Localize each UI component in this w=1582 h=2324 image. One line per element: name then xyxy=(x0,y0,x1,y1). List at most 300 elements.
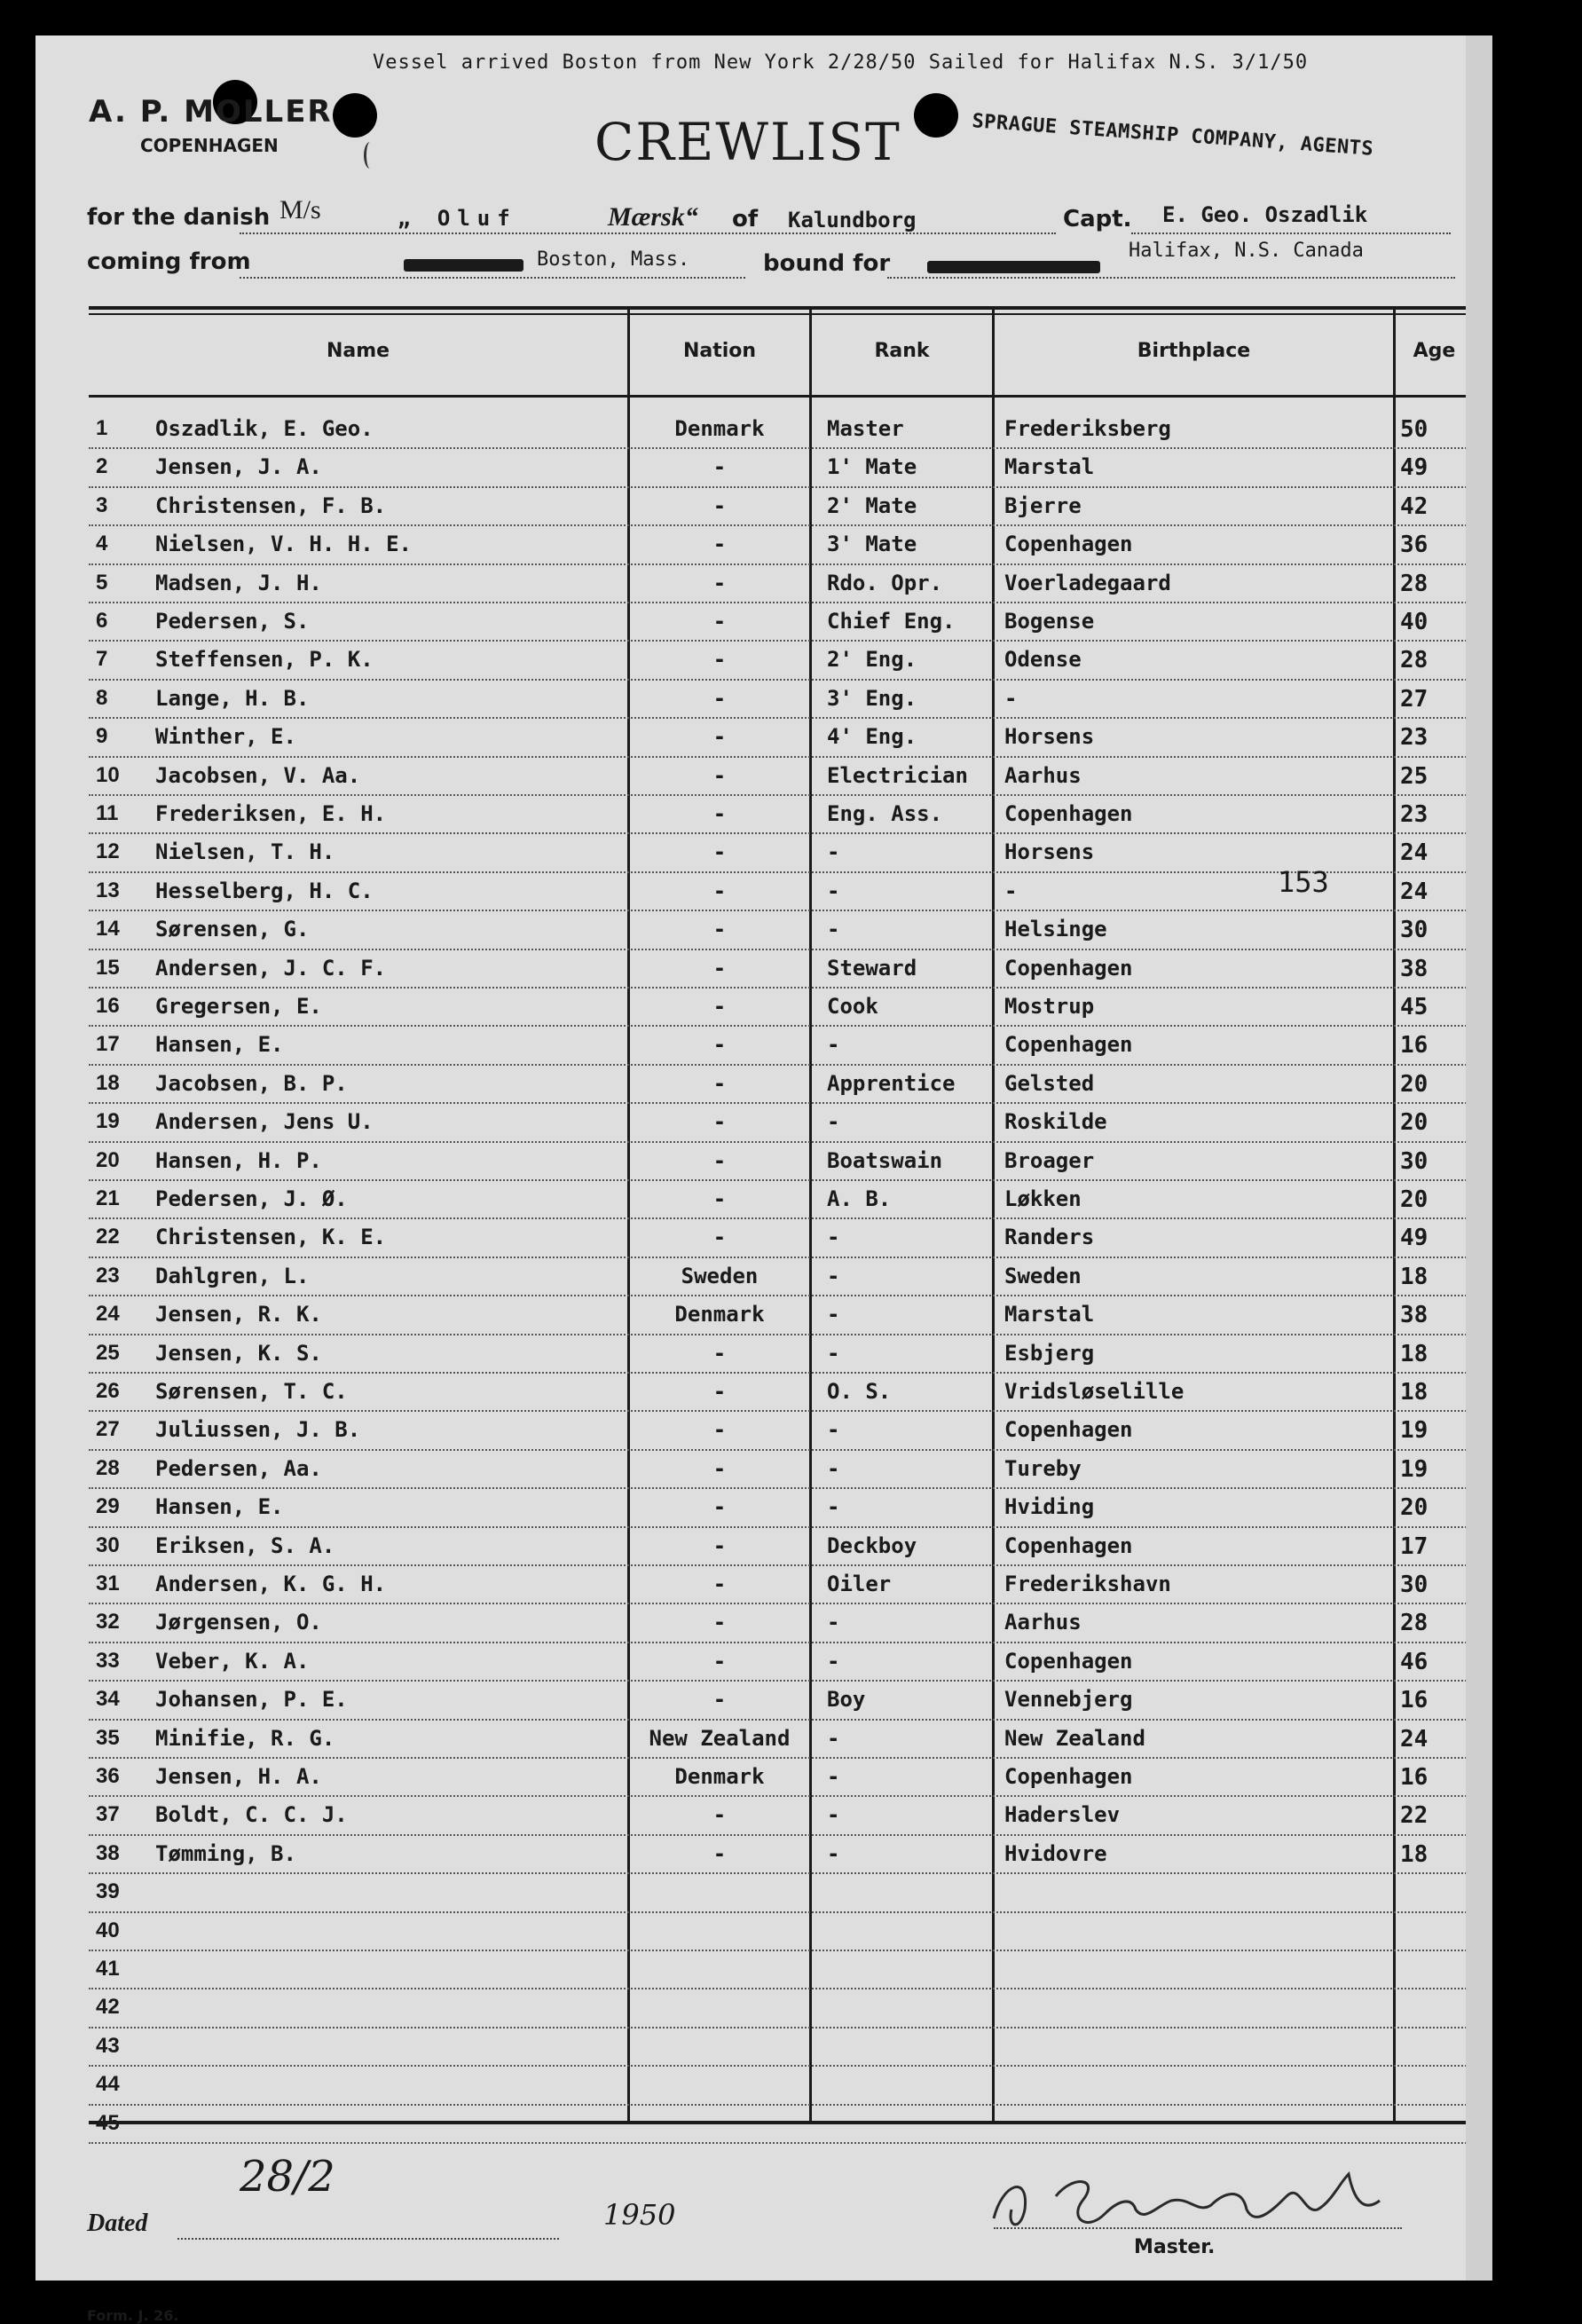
cell-name: Oszadlik, E. Geo. xyxy=(155,416,374,441)
table-row xyxy=(89,488,1473,526)
cell-rank: - xyxy=(827,839,840,865)
cell-no: 2 xyxy=(96,454,108,479)
page-edge xyxy=(1466,35,1492,2281)
table-row xyxy=(89,1721,1473,1759)
cell-nation: Denmark xyxy=(674,416,765,441)
cell-nation: - xyxy=(712,1610,727,1635)
table-row xyxy=(89,1066,1473,1104)
vessel-label: for the danish xyxy=(87,204,271,231)
cell-no: 37 xyxy=(96,1802,120,1827)
pen-mark xyxy=(364,142,376,169)
cell-nation: - xyxy=(712,609,727,634)
captain-signature xyxy=(976,2147,1384,2245)
cell-name: Jørgensen, O. xyxy=(155,1610,322,1635)
table-row xyxy=(89,603,1473,642)
table-row xyxy=(89,719,1473,757)
cell-nation: - xyxy=(712,685,727,711)
cell-no: 21 xyxy=(96,1186,120,1210)
table-top-rule-thin xyxy=(89,313,1473,315)
cell-birthplace: Vridsløselille xyxy=(1004,1379,1185,1404)
cell-birthplace: Vennebjerg xyxy=(1004,1687,1133,1713)
cell-rank: Rdo. Opr. xyxy=(827,570,943,595)
cell-no: 25 xyxy=(96,1340,120,1365)
table-row xyxy=(89,2106,1473,2144)
cell-nation: - xyxy=(712,492,727,518)
cell-name: Pedersen, S. xyxy=(155,609,310,634)
cell-rank: - xyxy=(827,1032,840,1058)
cell-name: Christensen, F. B. xyxy=(155,492,387,518)
capt-label: Capt. xyxy=(1063,206,1132,232)
captain-name: E. Geo. Oszadlik xyxy=(1162,202,1368,227)
cell-no: 27 xyxy=(96,1417,120,1442)
cell-no: 31 xyxy=(96,1572,120,1595)
cell-age: 16 xyxy=(1400,1032,1429,1060)
cell-no: 35 xyxy=(96,1725,120,1750)
cell-rank: 2' Mate xyxy=(827,492,917,518)
cell-no: 8 xyxy=(96,685,108,710)
table-row xyxy=(89,642,1473,680)
cell-nation: - xyxy=(712,1186,727,1211)
cell-name: Andersen, Jens U. xyxy=(155,1109,374,1135)
cell-age: 19 xyxy=(1400,1455,1429,1483)
cell-rank: - xyxy=(827,1263,840,1288)
cell-no: 30 xyxy=(96,1532,120,1557)
cell-age: 23 xyxy=(1400,801,1429,828)
cell-no: 34 xyxy=(96,1687,120,1712)
cell-no: 13 xyxy=(96,878,120,902)
cell-nation: - xyxy=(712,1840,727,1866)
cell-no: 41 xyxy=(96,1957,120,1981)
cell-age: 17 xyxy=(1400,1532,1429,1560)
table-row xyxy=(89,1759,1473,1797)
cell-nation: - xyxy=(712,917,727,942)
cell-age: 46 xyxy=(1400,1648,1429,1675)
cell-nation: - xyxy=(712,1379,727,1404)
table-row xyxy=(89,873,1473,911)
cell-rank: - xyxy=(827,1840,840,1866)
cell-name: Boldt, C. C. J. xyxy=(155,1802,348,1828)
cell-no: 10 xyxy=(96,762,120,787)
cell-rank: 2' Eng. xyxy=(827,647,917,673)
coming-from-label: coming from xyxy=(87,248,251,275)
cell-birthplace: Copenhagen xyxy=(1004,1417,1133,1443)
cell-no: 11 xyxy=(96,801,119,825)
cell-rank: Electrician xyxy=(827,762,968,788)
table-row xyxy=(89,681,1473,719)
cell-birthplace: Gelsted xyxy=(1004,1070,1095,1096)
cell-rank: - xyxy=(827,1610,840,1635)
cell-name: Winther, E. xyxy=(155,724,296,750)
cell-nation: - xyxy=(712,1494,727,1520)
cell-name: Jensen, H. A. xyxy=(155,1764,322,1789)
cell-birthplace: Broager xyxy=(1004,1147,1095,1173)
cell-nation: - xyxy=(712,801,727,826)
cell-no: 14 xyxy=(96,917,120,941)
captain-underline xyxy=(1131,232,1451,234)
cell-age: 49 xyxy=(1400,454,1429,482)
cell-nation: Sweden xyxy=(681,1263,759,1288)
cell-age: 28 xyxy=(1400,1610,1429,1637)
cell-no: 39 xyxy=(96,1879,120,1904)
cell-birthplace: Voerladegaard xyxy=(1004,570,1171,595)
table-row xyxy=(89,2029,1473,2067)
table-row xyxy=(89,411,1473,449)
column-header-nation: Nation xyxy=(682,340,757,362)
column-header-rank: Rank xyxy=(874,340,930,362)
cell-age: 38 xyxy=(1400,1302,1429,1329)
cell-nation: - xyxy=(712,994,727,1019)
cell-name: Johansen, P. E. xyxy=(155,1687,348,1713)
table-row xyxy=(89,1489,1473,1527)
cell-birthplace: Aarhus xyxy=(1004,762,1082,788)
cell-birthplace: Bjerre xyxy=(1004,492,1082,518)
cell-age: 25 xyxy=(1400,762,1429,790)
cell-name: Jensen, J. A. xyxy=(155,454,322,480)
cell-no: 6 xyxy=(96,609,108,633)
cell-age: 30 xyxy=(1400,917,1429,944)
cell-age: 42 xyxy=(1400,492,1429,520)
cell-birthplace: Copenhagen xyxy=(1004,1032,1133,1058)
cell-name: Tømming, B. xyxy=(155,1840,296,1866)
cell-rank: - xyxy=(827,917,840,942)
cell-rank: - xyxy=(827,1225,840,1250)
arrival-stamp: Vessel arrived Boston from New York 2/28/50 Sailed for Halifax N.S. 3/1/50 xyxy=(373,51,1309,74)
table-row xyxy=(89,1258,1473,1296)
header-bottom-rule xyxy=(89,395,1473,398)
table-row xyxy=(89,1412,1473,1450)
cell-name: Pedersen, Aa. xyxy=(155,1455,322,1481)
cell-rank: 1' Mate xyxy=(827,454,917,480)
cell-nation: Denmark xyxy=(674,1302,765,1327)
column-header-name: Name xyxy=(326,340,390,362)
cell-age: 18 xyxy=(1400,1840,1429,1868)
vessel-name: „ Oluf xyxy=(397,206,517,231)
cell-age: 18 xyxy=(1400,1379,1429,1406)
cell-age: 28 xyxy=(1400,647,1429,674)
cell-age: 49 xyxy=(1400,1225,1429,1252)
cell-no: 5 xyxy=(96,570,108,595)
cell-age: 24 xyxy=(1400,878,1429,905)
cell-nation: - xyxy=(712,1532,727,1558)
cell-rank: A. B. xyxy=(827,1186,892,1211)
cell-name: Madsen, J. H. xyxy=(155,570,322,595)
cell-birthplace: Tureby xyxy=(1004,1455,1082,1481)
cell-no: 42 xyxy=(96,1995,120,2020)
cell-name: Nielsen, T. H. xyxy=(155,839,335,865)
cell-name: Frederiksen, E. H. xyxy=(155,801,387,826)
company-city: COPENHAGEN xyxy=(140,135,279,156)
cell-nation: - xyxy=(712,1687,727,1713)
cell-no: 33 xyxy=(96,1648,120,1673)
column-header-birthplace: Birthplace xyxy=(1137,340,1251,362)
cell-name: Hesselberg, H. C. xyxy=(155,878,374,903)
cell-rank: Eng. Ass. xyxy=(827,801,943,826)
cell-age: 22 xyxy=(1400,1802,1429,1830)
bound-for-underline xyxy=(887,277,1455,279)
signature-underline xyxy=(994,2227,1402,2229)
cell-birthplace: Sweden xyxy=(1004,1263,1082,1288)
cell-name: Hansen, E. xyxy=(155,1032,284,1058)
cell-age: 20 xyxy=(1400,1070,1429,1098)
cell-no: 4 xyxy=(96,532,108,556)
cell-name: Steffensen, P. K. xyxy=(155,647,374,673)
table-row xyxy=(89,1874,1473,1912)
cell-name: Andersen, K. G. H. xyxy=(155,1572,387,1596)
cell-age: 24 xyxy=(1400,839,1429,867)
punch-hole-center-left xyxy=(333,93,377,138)
cell-rank: - xyxy=(827,878,840,903)
cell-name: Juliussen, J. B. xyxy=(155,1417,361,1443)
cell-nation: New Zealand xyxy=(649,1725,791,1751)
cell-nation: - xyxy=(712,955,727,981)
cell-age: 20 xyxy=(1400,1186,1429,1213)
cell-no: 22 xyxy=(96,1225,120,1249)
table-row xyxy=(89,1836,1473,1874)
cell-no: 17 xyxy=(96,1032,120,1057)
cell-nation: - xyxy=(712,1572,727,1596)
cell-no: 45 xyxy=(96,2110,120,2135)
cell-no: 28 xyxy=(96,1455,120,1480)
table-row xyxy=(89,1682,1473,1720)
row-rule xyxy=(89,2142,1473,2144)
cell-age: 40 xyxy=(1400,609,1429,635)
cell-name: Jacobsen, V. Aa. xyxy=(155,762,361,788)
cell-birthplace: Frederiksberg xyxy=(1004,416,1171,441)
table-row xyxy=(89,1451,1473,1489)
cell-birthplace: Løkken xyxy=(1004,1186,1082,1211)
cell-birthplace: Randers xyxy=(1004,1225,1095,1250)
bound-for-value: Halifax, N.S. Canada xyxy=(1129,240,1364,262)
cell-rank: - xyxy=(827,1802,840,1828)
cell-no: 23 xyxy=(96,1263,120,1288)
cell-no: 40 xyxy=(96,1918,120,1942)
cell-rank: O. S. xyxy=(827,1379,892,1404)
cell-birthplace: New Zealand xyxy=(1004,1725,1145,1751)
cell-no: 12 xyxy=(96,839,120,864)
cell-rank: Chief Eng. xyxy=(827,609,956,634)
vessel-underline xyxy=(240,232,1056,234)
cell-rank: 3' Eng. xyxy=(827,685,917,711)
cell-nation: - xyxy=(712,1417,727,1443)
cell-nation: - xyxy=(712,1455,727,1481)
cell-name: Jensen, K. S. xyxy=(155,1340,322,1366)
cell-no: 26 xyxy=(96,1379,120,1403)
cell-nation: Denmark xyxy=(674,1764,765,1789)
table-row xyxy=(89,1027,1473,1065)
cell-age: 50 xyxy=(1400,416,1429,443)
cell-name: Lange, H. B. xyxy=(155,685,310,711)
cell-name: Christensen, K. E. xyxy=(155,1225,387,1250)
cell-birthplace: Helsinge xyxy=(1004,917,1107,942)
cell-birthplace: Hviding xyxy=(1004,1494,1095,1520)
cell-name: Hansen, H. P. xyxy=(155,1147,322,1173)
table-row xyxy=(89,950,1473,989)
vessel-prefix: M/s xyxy=(279,195,321,225)
table-row xyxy=(89,565,1473,603)
table-row xyxy=(89,1528,1473,1566)
cell-age: 23 xyxy=(1400,724,1429,752)
coming-from-value: Boston, Mass. xyxy=(537,248,690,271)
cell-age: 24 xyxy=(1400,1725,1429,1753)
table-row xyxy=(89,1143,1473,1181)
cell-nation: - xyxy=(712,878,727,903)
cell-birthplace: Horsens xyxy=(1004,839,1095,865)
cell-birthplace: Copenhagen xyxy=(1004,801,1133,826)
table-row xyxy=(89,796,1473,834)
cell-no: 32 xyxy=(96,1610,120,1635)
cell-rank: - xyxy=(827,1648,840,1674)
cell-name: Gregersen, E. xyxy=(155,994,322,1019)
cell-age: 18 xyxy=(1400,1340,1429,1367)
cell-name: Dahlgren, L. xyxy=(155,1263,310,1288)
cell-age: 27 xyxy=(1400,685,1429,713)
cell-no: 1 xyxy=(96,416,108,440)
cell-age: 20 xyxy=(1400,1109,1429,1137)
struck-out-text xyxy=(404,259,523,272)
table-row xyxy=(89,1989,1473,2028)
agent-stamp: SPRAGUE STEAMSHIP COMPANY, AGENTS xyxy=(971,110,1374,161)
table-row xyxy=(89,1219,1473,1257)
cell-nation: - xyxy=(712,570,727,595)
table-row xyxy=(89,1797,1473,1835)
table-row xyxy=(89,1951,1473,1989)
cell-no: 19 xyxy=(96,1109,120,1134)
table-row xyxy=(89,1604,1473,1643)
cell-no: 16 xyxy=(96,994,120,1018)
cell-birthplace: Bogense xyxy=(1004,609,1095,634)
table-row xyxy=(89,989,1473,1027)
master-label: Master. xyxy=(1134,2236,1216,2258)
column-header-age: Age xyxy=(1413,340,1456,362)
cell-rank: 3' Mate xyxy=(827,532,917,557)
cell-rank: Apprentice xyxy=(827,1070,956,1096)
cell-nation: - xyxy=(712,1109,727,1135)
cell-birthplace: Copenhagen xyxy=(1004,532,1133,557)
cell-birthplace: - xyxy=(1004,685,1018,711)
dated-label: Dated xyxy=(87,2210,148,2237)
cell-nation: - xyxy=(712,1225,727,1250)
cell-no: 24 xyxy=(96,1302,120,1327)
cell-birthplace: Haderslev xyxy=(1004,1802,1121,1828)
cell-nation: - xyxy=(712,647,727,673)
date-underline xyxy=(177,2238,559,2240)
cell-nation: - xyxy=(712,1648,727,1674)
table-row xyxy=(89,758,1473,796)
cell-rank: - xyxy=(827,1455,840,1481)
cell-birthplace: Roskilde xyxy=(1004,1109,1107,1135)
cell-birthplace: Copenhagen xyxy=(1004,1764,1133,1789)
cell-no: 36 xyxy=(96,1764,120,1788)
cell-rank: Boy xyxy=(827,1687,866,1713)
cell-rank: 4' Eng. xyxy=(827,724,917,750)
table-row xyxy=(89,1566,1473,1604)
cell-no: 7 xyxy=(96,647,108,672)
crewlist-document xyxy=(35,35,1466,2324)
cell-birthplace: Frederikshavn xyxy=(1004,1572,1171,1596)
cell-birthplace: Hvidovre xyxy=(1004,1840,1107,1866)
cell-age: 16 xyxy=(1400,1764,1429,1791)
table-row xyxy=(89,1643,1473,1682)
margin-annotation: 153 xyxy=(1278,865,1329,899)
table-row xyxy=(89,1374,1473,1412)
cell-name: Sørensen, G. xyxy=(155,917,310,942)
home-port: Kalundborg xyxy=(788,208,917,232)
cell-rank: - xyxy=(827,1109,840,1135)
cell-nation: - xyxy=(712,1147,727,1173)
cell-no: 15 xyxy=(96,955,120,980)
cell-rank: Steward xyxy=(827,955,917,981)
table-row xyxy=(89,1181,1473,1219)
bound-for-label: bound for xyxy=(763,250,891,277)
cell-name: Minifie, R. G. xyxy=(155,1725,335,1751)
cell-nation: - xyxy=(712,454,727,480)
cell-birthplace: Copenhagen xyxy=(1004,1532,1133,1558)
cell-no: 44 xyxy=(96,2072,120,2097)
cell-name: Nielsen, V. H. H. E. xyxy=(155,532,412,557)
cell-age: 30 xyxy=(1400,1147,1429,1175)
cell-rank: - xyxy=(827,1725,840,1751)
cell-no: 38 xyxy=(96,1840,120,1865)
struck-out-text xyxy=(927,261,1100,273)
cell-age: 20 xyxy=(1400,1494,1429,1522)
cell-rank: - xyxy=(827,1494,840,1520)
table-row xyxy=(89,1296,1473,1335)
cell-age: 19 xyxy=(1400,1417,1429,1445)
cell-nation: - xyxy=(712,1340,727,1366)
cell-rank: - xyxy=(827,1417,840,1443)
cell-age: 45 xyxy=(1400,994,1429,1020)
cell-birthplace: Copenhagen xyxy=(1004,1648,1133,1674)
cell-name: Jacobsen, B. P. xyxy=(155,1070,348,1096)
cell-rank: Oiler xyxy=(827,1572,892,1596)
cell-nation: - xyxy=(712,1070,727,1096)
cell-no: 18 xyxy=(96,1070,120,1095)
vessel-name-2: Mærsk“ xyxy=(608,202,698,232)
cell-birthplace: Odense xyxy=(1004,647,1082,673)
cell-name: Eriksen, S. A. xyxy=(155,1532,335,1558)
crew-table xyxy=(89,306,1473,2135)
coming-from-underline xyxy=(240,277,745,279)
cell-age: 30 xyxy=(1400,1572,1429,1598)
page-title: CREWLIST xyxy=(594,112,901,172)
cell-no: 9 xyxy=(96,724,108,749)
cell-no: 20 xyxy=(96,1147,120,1172)
form-number: Form. J. 26. xyxy=(87,2307,179,2324)
cell-name: Veber, K. A. xyxy=(155,1648,310,1674)
table-row xyxy=(89,449,1473,487)
cell-no: 29 xyxy=(96,1494,120,1519)
cell-nation: - xyxy=(712,724,727,750)
cell-name: Andersen, J. C. F. xyxy=(155,955,387,981)
year: 1950 xyxy=(603,2198,676,2232)
cell-age: 28 xyxy=(1400,570,1429,597)
cell-age: 16 xyxy=(1400,1687,1429,1714)
cell-birthplace: - xyxy=(1004,878,1018,903)
table-row xyxy=(89,526,1473,564)
handwritten-date: 28/2 xyxy=(240,2152,335,2202)
table-top-rule xyxy=(89,306,1473,310)
cell-rank: - xyxy=(827,1340,840,1366)
cell-rank: Deckboy xyxy=(827,1532,917,1558)
cell-name: Hansen, E. xyxy=(155,1494,284,1520)
cell-birthplace: Horsens xyxy=(1004,724,1095,750)
cell-name: Sørensen, T. C. xyxy=(155,1379,348,1404)
cell-no: 43 xyxy=(96,2033,120,2058)
cell-nation: - xyxy=(712,839,727,865)
cell-birthplace: Marstal xyxy=(1004,454,1095,480)
cell-rank: Cook xyxy=(827,994,878,1019)
cell-nation: - xyxy=(712,1802,727,1828)
